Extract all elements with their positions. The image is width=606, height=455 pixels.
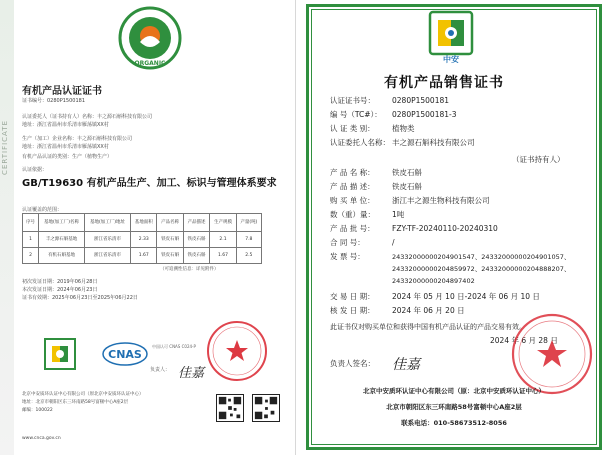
zhongan-small-logo <box>44 338 76 370</box>
table-cell: 2 <box>23 248 39 264</box>
table-cell: 铁皮石斛 <box>183 248 209 264</box>
row-label: 购 买 单 位： <box>330 196 375 205</box>
col-header: 基地(加工厂)地址 <box>85 214 131 232</box>
row-label: 合 同 号： <box>330 238 365 247</box>
scope-table-header <box>23 214 262 232</box>
col-header: 基地(加工厂)名称 <box>39 214 85 232</box>
row-value: 铁皮石斛 <box>392 182 422 191</box>
col-header: 生产规模 <box>210 214 236 232</box>
table-cell: 铁皮石斛 <box>157 232 183 248</box>
row-value: 2024 年 06 月 20 日 <box>392 306 465 315</box>
table-cell: 2.5 <box>236 248 261 264</box>
row-label: 发 票 号： <box>330 252 365 261</box>
table-cell: 2.1 <box>210 232 236 248</box>
side-strip-text: CERTIFICATE <box>1 120 9 175</box>
row-value: 24332000000204901547、24332000000204901057、 <box>392 253 571 261</box>
table-cell: 7.8 <box>236 232 261 248</box>
sales-certificate-title: 有机产品销售证书 <box>384 75 504 91</box>
row-value: 此证书仅对购买单位和获得中国有机产品认证的产品交易有效。 <box>330 323 526 331</box>
row-issue-date <box>330 306 465 316</box>
row-label: 认证证书号： <box>330 96 375 105</box>
left-line-3: 地址：浙江省温州市乐清市雁荡镇XX村 <box>22 122 109 128</box>
row-product-name <box>330 168 422 178</box>
table-cell: 1 <box>23 232 39 248</box>
organic-certificate <box>0 0 296 455</box>
validity-period: 证书有效期：2025年06月23日至2025年06月22日 <box>22 295 138 301</box>
holder-note: （证书持有人） <box>512 155 565 164</box>
row-value: 1吨 <box>392 210 405 219</box>
table-cell: 铁皮石斛 <box>183 232 209 248</box>
table-row <box>23 232 262 248</box>
row-cert-number <box>330 96 449 106</box>
zhongan-logo-text: 中安 <box>443 55 459 64</box>
row-invoice <box>330 252 570 262</box>
row-label: 核 发 日 期： <box>330 306 375 315</box>
svg-text:ORGANIC: ORGANIC <box>134 60 166 67</box>
row-label: 数（重）量： <box>330 210 375 219</box>
left-line-1: 证书编号：0280P1500181 <box>22 98 86 104</box>
row-value: 2024 年 6 月 28 日 <box>490 336 558 345</box>
left-footer-1: 北京中安质环认证中心有限公司（原北京中安质环认证中心） <box>22 392 144 397</box>
row-value: 0280P1500181 <box>392 96 450 105</box>
certification-standard: GB/T19630 有机产品生产、加工、标识与管理体系要求 <box>22 178 277 189</box>
row-buyer <box>330 196 490 206</box>
table-cell: 1.67 <box>131 248 157 264</box>
row-label: 产 品 描 述： <box>330 182 375 191</box>
row-category <box>330 124 415 134</box>
row-value: / <box>392 238 395 247</box>
row-label: 认 证 类 别： <box>330 124 375 133</box>
row-label: 产 品 批 号： <box>330 224 375 233</box>
right-footer-3: 联系电话：010-58673512-8056 <box>401 419 507 427</box>
row-value: 24332000000204859972、24332000000204888207、 <box>392 265 571 273</box>
traceability-note: （可追溯性信息：详见附件） <box>160 267 219 272</box>
row-client <box>330 138 475 148</box>
side-strip <box>0 0 14 455</box>
left-line-5: 地址：浙江省温州市乐清市雁荡镇XX村 <box>22 144 109 150</box>
row-batch <box>330 224 498 234</box>
qr-code-1 <box>216 394 244 422</box>
row-invoice-cont-2 <box>330 276 475 286</box>
row-label: 编 号（TC#）： <box>330 110 382 119</box>
signature-label-left: 负责人： <box>150 367 171 373</box>
row-value: 丰之源石斛科技有限公司 <box>392 138 475 147</box>
qr-code-2 <box>252 394 280 422</box>
row-product-desc <box>330 182 422 192</box>
row-trade-date <box>330 292 540 302</box>
table-row <box>23 248 262 264</box>
row-value: 浙江丰之源生物科技有限公司 <box>392 196 490 205</box>
row-value: 植物类 <box>392 124 415 133</box>
cnas-subtext: 中国认可 CNAS C024-P <box>152 344 196 349</box>
left-title: 有机产品认证证书 <box>22 86 102 97</box>
left-line-2: 认证委托人（证书持有人）名称：丰之源石斛科技有限公司 <box>22 114 153 120</box>
table-cell: 丰之源石斛基地 <box>39 232 85 248</box>
current-issue-date: 本次发证日期：2024年06月23日 <box>22 287 98 293</box>
row-value: 铁皮石斛 <box>392 168 422 177</box>
table-cell: 铁皮石斛 <box>157 248 183 264</box>
row-tc-number <box>330 110 457 120</box>
sales-certificate <box>300 0 606 455</box>
table-cell: 浙江省乐清市 <box>85 248 131 264</box>
validity-statement <box>330 322 526 332</box>
right-footer-2: 北京市朝阳区东三环南路58号富顿中心A座2层 <box>386 403 522 411</box>
table-cell: 1.67 <box>210 248 236 264</box>
row-label: 认证委托人名称： <box>330 138 390 147</box>
representative-label: 负责人签名： <box>330 359 375 368</box>
row-value: 24332000000204897402 <box>392 277 475 285</box>
left-line-4: 生产（加工）企业名称：丰之源石斛科技有限公司 <box>22 136 133 142</box>
col-header: 产品名称 <box>157 214 183 232</box>
row-contract <box>330 238 395 248</box>
left-footer-3: 邮编：100022 <box>22 408 53 413</box>
cnas-logo <box>102 342 148 366</box>
col-header: 产品描述 <box>183 214 209 232</box>
row-label: 交 易 日 期： <box>330 292 375 301</box>
row-value: FZY-TF-20240110-20240310 <box>392 224 498 233</box>
signature-left: 佳嘉 <box>178 366 205 381</box>
website-url: www.cnca.gov.cn <box>22 436 61 441</box>
col-header: 产量(吨) <box>236 214 261 232</box>
table-cell: 浙江省乐清市 <box>85 232 131 248</box>
row-quantity <box>330 210 404 220</box>
left-footer-2: 地址：北京市朝阳区东三环南路58号富顿中心A座2层 <box>22 400 129 405</box>
signature-right: 佳嘉 <box>392 357 420 373</box>
scope-table <box>22 213 262 264</box>
col-header: 序号 <box>23 214 39 232</box>
table-cell: 2.33 <box>131 232 157 248</box>
table-cell: 有机石斛基地 <box>39 248 85 264</box>
col-header: 基地面积 <box>131 214 157 232</box>
row-label: 产 品 名 称： <box>330 168 375 177</box>
right-footer-1: 北京中安质环认证中心有限公司（原：北京中安质环认证中心） <box>363 387 545 395</box>
standard-label: 认证依据： <box>22 167 48 173</box>
left-line-6: 有机产品认证的类别：生产（植物生产） <box>22 154 113 160</box>
red-seal-right <box>510 312 594 396</box>
first-issue-date: 初次发证日期：2019年06月28日 <box>22 279 98 285</box>
svg-text:CNAS: CNAS <box>108 348 142 361</box>
row-value: 0280P1500181-3 <box>392 110 457 119</box>
zhongan-logo <box>428 10 474 56</box>
red-seal-left <box>206 320 268 382</box>
china-organic-logo <box>118 6 182 70</box>
row-value: 2024 年 05 月 10 日-2024 年 06 月 10 日 <box>392 292 540 301</box>
scope-label: 认证覆盖的范围： <box>22 207 63 213</box>
row-invoice-cont-1 <box>330 264 570 274</box>
